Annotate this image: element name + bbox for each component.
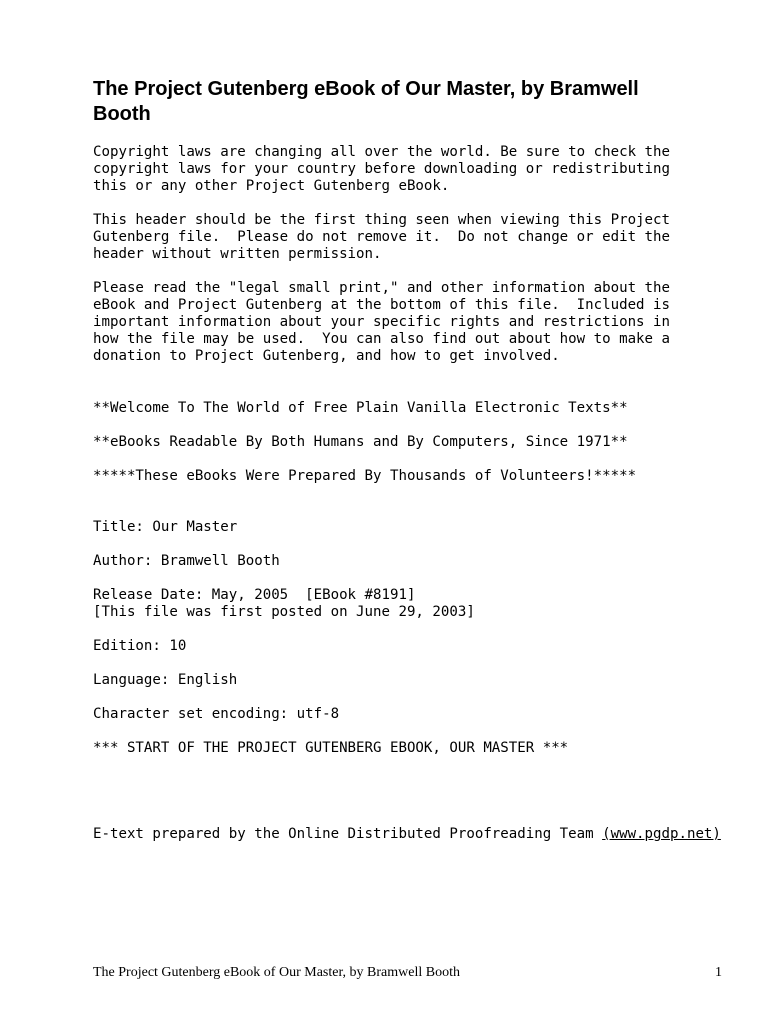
header-notice-paragraph: This header should be the first thing seen when viewing this Project Gutenberg file. Please do not remove it. Do not change or edit the header without written permission. bbox=[93, 212, 670, 262]
welcome-line: **Welcome To The World of Free Plain Vanilla Electronic Texts** bbox=[93, 400, 628, 416]
page-number: 1 bbox=[715, 965, 722, 980]
pgdp-link[interactable]: (www.pgdp.net) bbox=[602, 826, 721, 842]
author-field: Author: Bramwell Booth bbox=[93, 553, 280, 569]
document-title: The Project Gutenberg eBook of Our Master, by Bramwell Booth bbox=[93, 78, 639, 125]
start-marker: *** START OF THE PROJECT GUTENBERG EBOOK, OUR MASTER *** bbox=[93, 740, 569, 756]
readable-line: **eBooks Readable By Both Humans and By Computers, Since 1971** bbox=[93, 434, 628, 450]
volunteers-line: *****These eBooks Were Prepared By Thousands of Volunteers!***** bbox=[93, 468, 637, 484]
title-field: Title: Our Master bbox=[93, 519, 238, 535]
credit-text: E-text prepared by the Online Distributed Proofreading Team bbox=[93, 826, 603, 842]
legal-small-print-paragraph: Please read the "legal small print," and other information about the eBook and Project Gutenberg at the bottom of this file. Included is important information about your specific rights and restrictions in how the file may be used. You can also find out about how to make a donation to Project Gutenberg, and how to get involved. bbox=[93, 280, 670, 364]
credit-line bbox=[93, 826, 721, 843]
edition-field: Edition: 10 bbox=[93, 638, 187, 654]
footer-running-title: The Project Gutenberg eBook of Our Master, by Bramwell Booth bbox=[93, 965, 460, 980]
encoding-field: Character set encoding: utf-8 bbox=[93, 706, 340, 722]
language-field: Language: English bbox=[93, 672, 238, 688]
copyright-paragraph: Copyright laws are changing all over the world. Be sure to check the copyright laws for your country before downloading or redistributing this or any other Project Gutenberg eBook. bbox=[93, 144, 670, 194]
release-date-field: Release Date: May, 2005 [EBook #8191] [This file was first posted on June 29, 2003] bbox=[93, 587, 475, 620]
